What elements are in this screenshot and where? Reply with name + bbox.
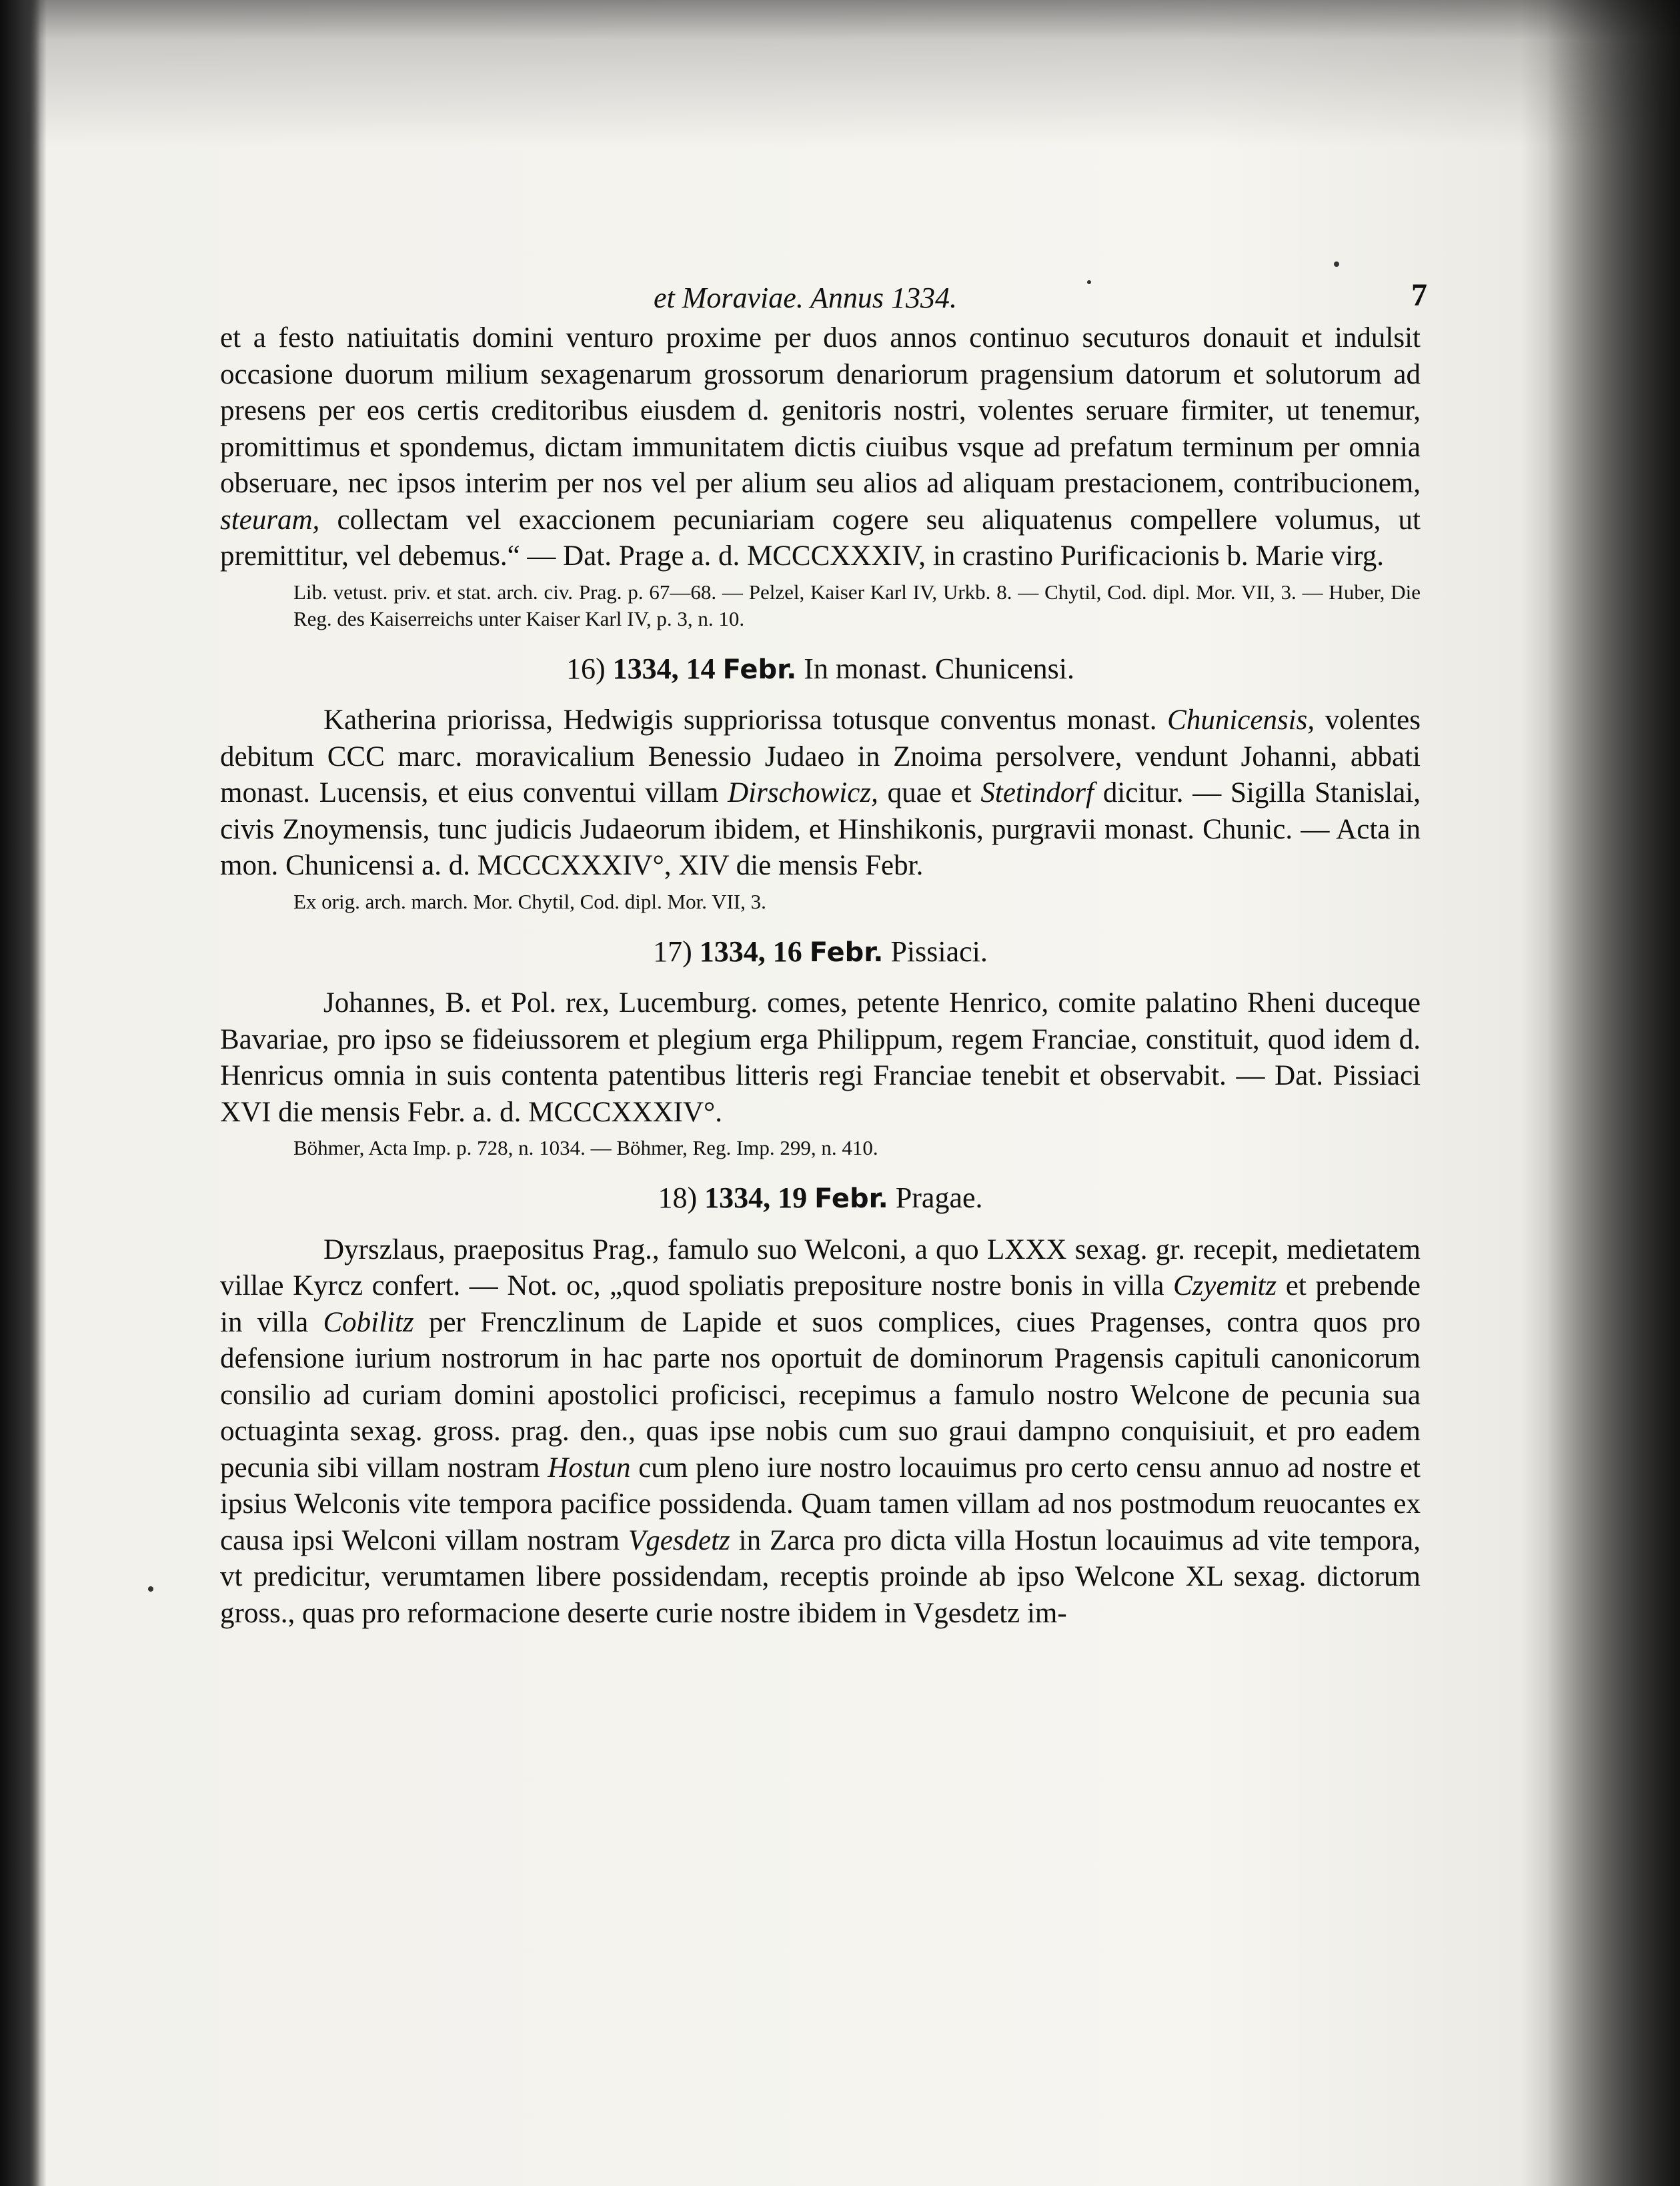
right-page-edge [1547, 0, 1680, 2186]
continuation-source: Lib. vetust. priv. et stat. arch. civ. Prag. p. 67—68. — Pelzel, Kaiser Karl IV, Urkb. 8. — Chytil, Cod. dipl. Mor. VII, 3. — Huber, Die Reg. des Kaiserreichs unter Kaiser Karl IV, p. 3, n. 10. [293, 580, 1421, 630]
continuation-paragraph [220, 320, 1421, 575]
entry-number: 17) [653, 935, 692, 968]
page-content [220, 274, 1427, 1632]
entry-16-body [220, 702, 1421, 885]
entry-17-source: Böhmer, Acta Imp. p. 728, n. 1034. — Böhmer, Reg. Imp. 299, n. 410. [293, 1136, 878, 1159]
body-italic: Hostun [548, 1452, 631, 1484]
body-text: in Zarca pro dicta villa Hostun locauimus ad vite tempora, vt predicitur, verumtamen libere possidendam, receptis proinde ab ipso Welcone XL sexag. dictorum gross., quas pro reformacione deserte curie nostre ibidem in Vgesdetz im- [220, 1524, 1421, 1629]
entry-date: 1334, 16 [699, 935, 802, 968]
print-speck [1334, 261, 1339, 267]
body-italic: Czyemitz [1172, 1270, 1277, 1301]
continuation-italic: steuram, [220, 504, 320, 536]
body-italic: Cobilitz [323, 1306, 414, 1338]
entry-18-body [220, 1232, 1421, 1632]
body-italic: Stetindorf [980, 777, 1094, 808]
left-binding-edge [0, 0, 47, 2186]
entry-month: Febr. [722, 654, 797, 685]
continuation-text-after: collectam vel exaccionem pecuniariam cogere seu aliquatenus compellere volumus, ut premittitur, vel debemus.“ — Dat. Prage a. d. MCCCXXXIV, in crastino Purificacionis b. Marie virg. [220, 504, 1421, 572]
body-text: volentes debitum CCC marc. moravicalium Benessio Judaeo in Znoima persolvere, vendunt Johanni, abbati monast. Lucensis, et eius conventui villam [220, 704, 1421, 808]
running-head: et Moraviae. Annus 1334. [654, 282, 958, 314]
body-italic: Vgesdetz [628, 1524, 730, 1556]
entry-month: Febr. [809, 937, 884, 968]
entry-number: 18) [658, 1181, 698, 1214]
entry-17-heading [220, 934, 1421, 971]
body-text: Katherina priorissa, Hedwigis suppriorissa totusque conventus monast. [323, 704, 1168, 736]
page-header [220, 274, 1427, 320]
entry-16-source: Ex orig. arch. march. Mor. Chytil, Cod. dipl. Mor. VII, 3. [293, 889, 766, 913]
page-number: 7 [1411, 278, 1427, 313]
entry-16-heading [220, 651, 1421, 688]
top-shadow [0, 0, 1680, 173]
body-text: cum pleno iure nostro locauimus pro certo censu annuo ad nostre et ipsius Welconis vite tempora pacifice possidenda. Quam tamen villam ad nos postmodum reuocantes ex causa ipsi Welconi villam nostram [220, 1452, 1421, 1556]
body-text: et prebende in villa [220, 1270, 1421, 1338]
continuation-text: et a festo natiuitatis domini venturo proxime per duos annos continuo secuturos donauit et indulsit occasione duorum milium sexagenarum grossorum denariorum pragensium datorum et solutorum ad presens per eos certis creditoribus eiusdem d. genitoris nostri, volentes seruare firmiter, ut tenemur, promittimus et spondemus, dictam immunitatem dictis ciuibus vsque ad prefatum terminum per omnia obseruare, nec ipsos interim per nos vel per alium seu alios ad aliquam prestacionem, contribucionem, [220, 322, 1421, 499]
body-italic: Chunicensis, [1167, 704, 1315, 736]
entry-place: In monast. Chunicensi. [804, 652, 1075, 685]
entry-month: Febr. [814, 1183, 888, 1214]
entry-number: 16) [566, 652, 606, 685]
body-text: Dyrszlaus, praepositus Prag., famulo suo Welconi, a quo LXXX sexag. gr. recepit, medietatem villae Kyrcz confert. — Not. oc, „quod spoliatis prepositure nostre bonis in villa [220, 1233, 1421, 1301]
entry-date: 1334, 14 [612, 652, 716, 685]
entry-17-body: Johannes, B. et Pol. rex, Lucemburg. comes, petente Henrico, comite palatino Rheni duceque Bavariae, pro ipso se fideiussorem et plegium erga Philippum, regem Franciae, constituit, quod idem d. Henricus omnia in suis contenta patentibus litteris regi Franciae tenebit et observabit. — Dat. Pissiaci XVI die mensis Febr. a. d. MCCCXXXIV°. [220, 987, 1421, 1128]
body-italic: Dirschowicz, [728, 777, 878, 808]
body-text: per Frenczlinum de Lapide et suos complices, ciues Pragenses, contra quos pro defensione iurium nostrorum in hac parte nos oportuit de dominorum Pragensis capituli canonicorum consilio ad curiam domini apostolici proficisci, recepimus a famulo nostro Welcone de pecunia sua octuaginta sexag. gross. prag. den., quas ipse nobis cum suo graui dampno conquisiuit, et pro eadem pecunia sibi villam nostram [220, 1306, 1421, 1484]
print-speck [148, 1586, 153, 1592]
entry-place: Pissiaci. [890, 935, 988, 968]
entry-18-heading [220, 1180, 1421, 1217]
body-text: dicitur. — Sigilla Stanislai, civis Znoymensis, tunc judicis Judaeorum ibidem, et Hinshikonis, purgravii monast. Chunic. — Acta in mon. Chunicensi a. d. MCCCXXXIV°, XIV die mensis Febr. [220, 777, 1421, 881]
entry-date: 1334, 19 [704, 1181, 808, 1214]
entry-place: Pragae. [895, 1181, 983, 1214]
body-text: quae et [878, 777, 981, 808]
